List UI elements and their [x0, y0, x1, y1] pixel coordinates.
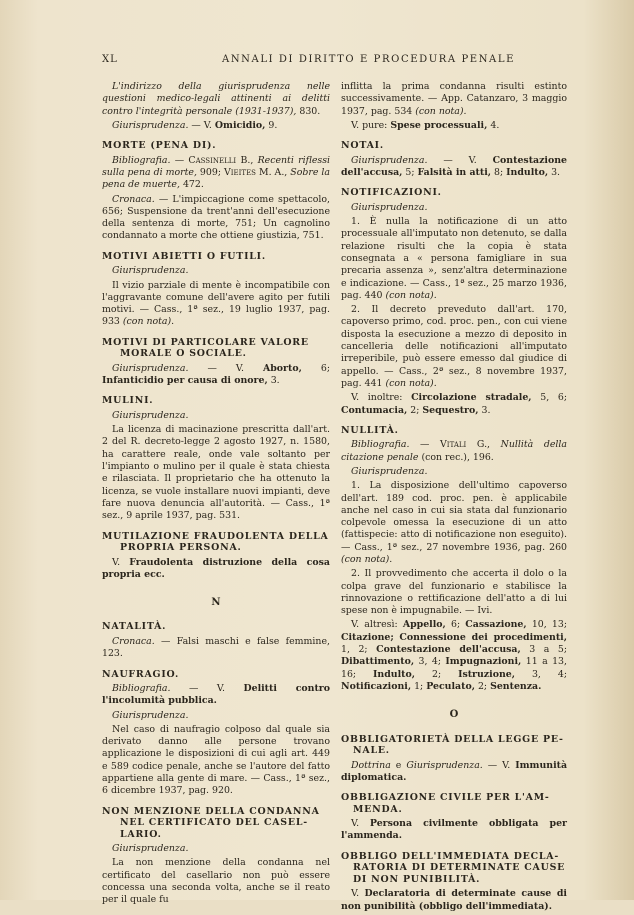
entry-text: inflitta la prima condanna risulti estinto successivamente. — App. Catanzaro, 3 maggio 1937, pag. 534	[341, 81, 567, 117]
heading-notificazioni: NOTIFICAZIONI.	[341, 187, 442, 199]
see-marker: — V.	[207, 362, 244, 374]
heading-obbligatorieta	[341, 734, 567, 757]
heading-morte: MORTE (PENA DI).	[102, 140, 217, 152]
morte-cronaca	[102, 194, 330, 243]
cross-ref: Circolazione stradale,	[411, 392, 532, 404]
page-ref: 472.	[182, 179, 204, 191]
heading-line: MUTILAZIONE FRAUDOLENTA DELLA	[102, 530, 329, 542]
see-marker: V.	[351, 818, 360, 830]
page-ref: (con rec.), 196.	[421, 451, 494, 463]
cross-ref: Persona civilmente obbligata per l'ammenda.	[341, 818, 567, 842]
cross-ref-num: 3.	[551, 166, 561, 178]
page-ref: 909;	[199, 166, 221, 178]
heading-notai: NOTAI.	[341, 140, 384, 152]
heading-line: MENDA.	[353, 803, 403, 815]
cross-ref: Infanticidio per causa di onore,	[102, 375, 268, 387]
cross-ref-num: 3, 4;	[418, 656, 441, 668]
page-number: XL	[102, 54, 118, 65]
mutilazione-see	[102, 557, 330, 582]
heading-obbligo	[341, 851, 567, 886]
cross-ref-num: 8;	[494, 166, 504, 178]
nullita-bibliografia	[341, 439, 567, 464]
cross-ref: Dibattimento,	[341, 656, 415, 668]
cross-ref: Aborto,	[262, 362, 302, 374]
cross-ref: Contestazione dell'accusa,	[376, 644, 521, 656]
running-title: ANNALI DI DIRITTO E PROCEDURA PENALE	[222, 54, 516, 65]
heading-line: NEL CERTIFICATO DEL CASEL-	[120, 817, 308, 829]
giurisprudenza-label	[102, 410, 330, 422]
cross-ref-num: 9.	[268, 119, 278, 131]
heading-line: OBBLIGATORIETÀ DELLA LEGGE PE-	[341, 733, 564, 745]
cross-ref-num: 1;	[414, 680, 424, 692]
giurisprudenza-label	[341, 466, 567, 478]
cross-ref-num: 2;	[410, 404, 420, 416]
cross-ref-num: 5, 6;	[540, 392, 567, 404]
nullita-p2: 2. Il provvedimento che accerta il dolo o la colpa grave del funzionario e stabilisce la rinnovazione o rettificazione dell'atto a di lui spese non è impugnabile. — Ivi.	[341, 568, 567, 617]
cross-ref: Indulto,	[373, 668, 416, 680]
cross-ref-num: 3.	[481, 404, 491, 416]
running-header	[102, 54, 594, 68]
heading-line: PROPRIA PERSONA.	[120, 542, 242, 554]
author: Cassinelli B.,	[188, 154, 254, 166]
bibliografia-label: Bibliografia.	[112, 154, 171, 166]
cross-ref-num: 3.	[270, 375, 280, 387]
morte-bibliografia	[102, 155, 330, 192]
dottrina-label: Dottrina	[351, 759, 391, 771]
giurisprudenza-label	[102, 710, 330, 722]
dash: —	[174, 154, 185, 166]
giurisprudenza-label: Giurisprudenza.	[406, 759, 483, 771]
see-marker: V. inoltre:	[351, 392, 403, 404]
continuation-text	[341, 81, 567, 118]
left-column	[102, 81, 330, 909]
cronaca-label: Cronaca.	[112, 635, 155, 647]
notificazioni-p2	[341, 304, 567, 390]
note: (con nota).	[122, 316, 175, 328]
giurisprudenza-label-text: Giurisprudenza.	[112, 843, 189, 855]
work-title: Sobre la pena de muerte,	[102, 166, 330, 191]
note: (con nota).	[385, 377, 437, 389]
cross-ref-num: 1, 2;	[341, 644, 368, 656]
heading-line: OBBLIGO DELL'IMMEDIATA DECLA-	[341, 850, 560, 862]
cross-ref: Declaratoria di determinate cause di non punibilità (obbligo dell'immediata).	[341, 888, 567, 912]
cross-ref: Contumacia,	[341, 404, 408, 416]
giurisprudenza-label-text: Giurisprudenza.	[112, 265, 189, 277]
heading-motivi-particolare	[102, 337, 330, 360]
giurisprudenza-label-text: Giurisprudenza.	[112, 709, 189, 721]
heading-non-menzione	[102, 806, 330, 841]
heading-line: MOTIVI DI PARTICOLARE VALORE	[102, 336, 309, 348]
heading-nullita: NULLITÀ.	[341, 424, 399, 436]
giurisprudenza-label-text: Giurisprudenza.	[351, 201, 428, 213]
section-letter-o: O	[449, 709, 459, 721]
see-marker: V.	[112, 556, 121, 568]
obbligazione-see	[341, 818, 567, 843]
see-marker: V.	[351, 888, 360, 900]
cross-ref: Contestazione dell'accusa,	[341, 154, 568, 178]
giurisprudenza-label	[341, 202, 567, 214]
conjunction: e	[395, 759, 402, 771]
entry-text: 2. Il decreto preveduto dall'art. 170, capoverso primo, cod. proc. pen., con cui viene disposta la esecuzione a mezzo di deposito in cancelleria delle notificazioni all'imputato irreperibile, può essere emesso dal giudice di appello. — Cass., 2ª sez., 8 novembre 1937, pag. 441	[341, 304, 567, 389]
cross-ref: Istruzione,	[458, 668, 515, 680]
cross-ref: Immunità diplomatica.	[341, 759, 568, 783]
nullita-see	[341, 619, 567, 693]
heading-line: LARIO.	[120, 828, 162, 840]
notificazioni-see	[341, 392, 567, 417]
see-marker: — V.	[191, 119, 212, 131]
heading-line: DI NON PUNIBILITÀ.	[353, 873, 481, 885]
entry-text: 1. La disposizione dell'ultimo capoverso dell'art. 189 cod. proc. pen. è applicabile anche nel caso in cui sia stata dal funzionario colpevole omessa la esecuzione di un atto (fattispecie: atto di notificazione non eseguito). — Cass., 1ª sez., 27 novembre 1936, pag. 260	[341, 480, 567, 553]
giurisprudenza-label	[102, 265, 330, 277]
see-marker: — V.	[487, 759, 511, 771]
bibliografia-label: Bibliografia.	[112, 683, 171, 694]
cross-ref-num: 3 a 5;	[529, 644, 567, 656]
cross-ref: Spese processuali,	[390, 119, 488, 131]
heading-natalita: NATALITÀ.	[102, 621, 167, 633]
cross-ref: Fraudolenta distruzione della cosa propria ecc.	[102, 556, 330, 580]
non-menzione-text: La non menzione della condanna nel certificato del casellario non può essere concessa una seconda volta, anche se il reato per il quale fu	[102, 857, 330, 906]
heading-mutilazione	[102, 531, 330, 554]
obbligatorieta-dottrina	[341, 760, 567, 785]
cross-ref-num: 2;	[431, 668, 442, 680]
giurisprudenza-label: Giurisprudenza.	[351, 154, 428, 166]
entry-text: Il vizio parziale di mente è incompatibile con l'aggravante comune dell'avere agito per futili motivi. — Cass., 1ª sez., 19 luglio 1937, pag. 933	[102, 279, 330, 328]
cross-ref: Connessione dei procedimenti,	[399, 631, 567, 643]
naufragio-bibliografia	[102, 683, 330, 708]
cross-ref-num: 4.	[490, 119, 500, 131]
cronaca-text: — Falsi maschi e false femmine, 123.	[102, 635, 331, 660]
cronaca-text: — L'impiccagione come spettacolo, 656; Suspensione da trent'anni dell'esecuzione della sentenza di morte, 751; Un cagnolino condannato a morte che ottiene giustizia, 751.	[102, 193, 330, 242]
giurisprudenza-label-text: Giurisprudenza.	[351, 465, 428, 477]
intro-entry	[102, 81, 330, 118]
heading-naufragio: NAUFRAGIO.	[102, 668, 180, 680]
cross-ref-num: 2;	[477, 680, 488, 692]
note: (con nota).	[385, 289, 437, 301]
cross-ref: Sentenza.	[490, 680, 542, 692]
cross-ref-num: 10, 13;	[531, 619, 567, 631]
continuation-see	[341, 120, 567, 132]
dash: —	[420, 439, 430, 451]
heading-line: RATORIA DI DETERMINATE CAUSE	[353, 862, 566, 874]
note: (con nota).	[415, 105, 467, 117]
bibliografia-label: Bibliografia.	[351, 439, 410, 451]
cross-ref: Notificazioni,	[341, 680, 412, 692]
see-marker: — V.	[443, 154, 477, 166]
cross-ref: Sequestro,	[422, 404, 479, 416]
nullita-p1	[341, 480, 567, 566]
intro-giurisprudenza	[102, 120, 330, 132]
cross-ref: Impugnazioni,	[445, 656, 522, 668]
see-marker: — V.	[188, 683, 225, 694]
intro-title: L'indirizzo della giurisprudenza nelle questioni medico-legali attinenti ai delitti contro l'integrità personale (1931-1937),	[102, 81, 330, 117]
cross-ref: Appello,	[402, 619, 446, 631]
cross-ref-num: 6;	[320, 362, 330, 374]
cross-ref: Peculato,	[426, 680, 475, 692]
heading-line: MORALE O SOCIALE.	[120, 348, 247, 360]
naufragio-text: Nel caso di naufragio colposo dal quale sia derivato danno alle persone trovano applicazione le disposizioni di cui agli art. 449 e 589 codice penale, anche se l'autore del fatto appartiene alla gente di mare. — Cass., 1ª sez., 6 dicembre 1937, pag. 920.	[102, 723, 330, 797]
cross-ref: Cassazione,	[465, 619, 527, 631]
cross-ref-num: 6;	[450, 619, 461, 631]
mulini-text: La licenza di macinazione prescritta dall'art. 2 del R. decreto-legge 2 agosto 1927, n. 1580, ha carattere reale, onde vale soltanto per l'impianto o mulino per il quale è stata chiesta e rilasciata. Il proprietario che ha ottenuto la licenza, se vuole installare nuovi impianti, deve fare nuova denuncia all'autorità. — Cass., 1ª sez., 9 aprile 1937, pag. 531.	[102, 424, 330, 522]
cross-ref: Indulto,	[506, 166, 549, 178]
heading-obbligazione	[341, 792, 567, 815]
work-title: Nullità della citazione penale	[341, 439, 567, 463]
cross-ref-num: 11 a 13, 16;	[341, 656, 568, 680]
motivi-particolare-giurisprudenza	[102, 363, 330, 388]
cross-ref: Falsità in atti,	[417, 166, 492, 178]
cross-ref-num: 3, 4;	[531, 668, 567, 680]
cross-ref: Omicidio,	[214, 119, 266, 131]
heading-line: NON MENZIONE DELLA CONDANNA	[102, 805, 320, 817]
giurisprudenza-label: Giurisprudenza.	[112, 119, 189, 131]
heading-motivi-abietti: MOTIVI ABIETTI O FUTILI.	[102, 250, 266, 262]
giurisprudenza-label: Giurisprudenza.	[112, 362, 189, 374]
work-title: Recenti riflessi sulla pena di morte,	[102, 154, 331, 178]
notai-giurisprudenza	[341, 155, 567, 180]
giurisprudenza-label-text: Giurisprudenza.	[112, 409, 189, 421]
section-letter-n: N	[211, 597, 221, 609]
cronaca-label: Cronaca.	[112, 193, 155, 205]
see-marker: V. altresì:	[351, 619, 398, 631]
heading-line: NALE.	[353, 745, 390, 757]
author: Vieites M. A.,	[223, 166, 288, 178]
intro-ref: 830.	[299, 105, 321, 117]
entry-text: 1. È nulla la notificazione di un atto processuale all'imputato non detenuto, se dalla relazione risulti che la copia è stata consegnata a « persona famigliare in sua precaria assenza », senz'altra determinazione e indicazione. — Cass., 1ª sez., 25 marzo 1936, pag. 440	[341, 216, 567, 301]
see-marker: V. pure:	[351, 119, 388, 131]
cross-ref: Citazione;	[341, 631, 394, 643]
giurisprudenza-label	[102, 843, 330, 855]
heading-mulini: MULINI.	[102, 395, 154, 407]
natalita-cronaca	[102, 636, 330, 661]
obbligo-see	[341, 888, 567, 913]
heading-line: OBBLIGAZIONE CIVILE PER L'AM-	[341, 792, 550, 804]
cross-ref: Delitti contro l'incolumità pubblica.	[102, 683, 330, 707]
notificazioni-p1	[341, 216, 567, 302]
note: (con nota).	[341, 554, 393, 565]
author: Vitali G.,	[440, 439, 491, 451]
right-column	[341, 81, 567, 915]
motivi-text	[102, 280, 330, 329]
cross-ref-num: 5;	[405, 166, 415, 178]
